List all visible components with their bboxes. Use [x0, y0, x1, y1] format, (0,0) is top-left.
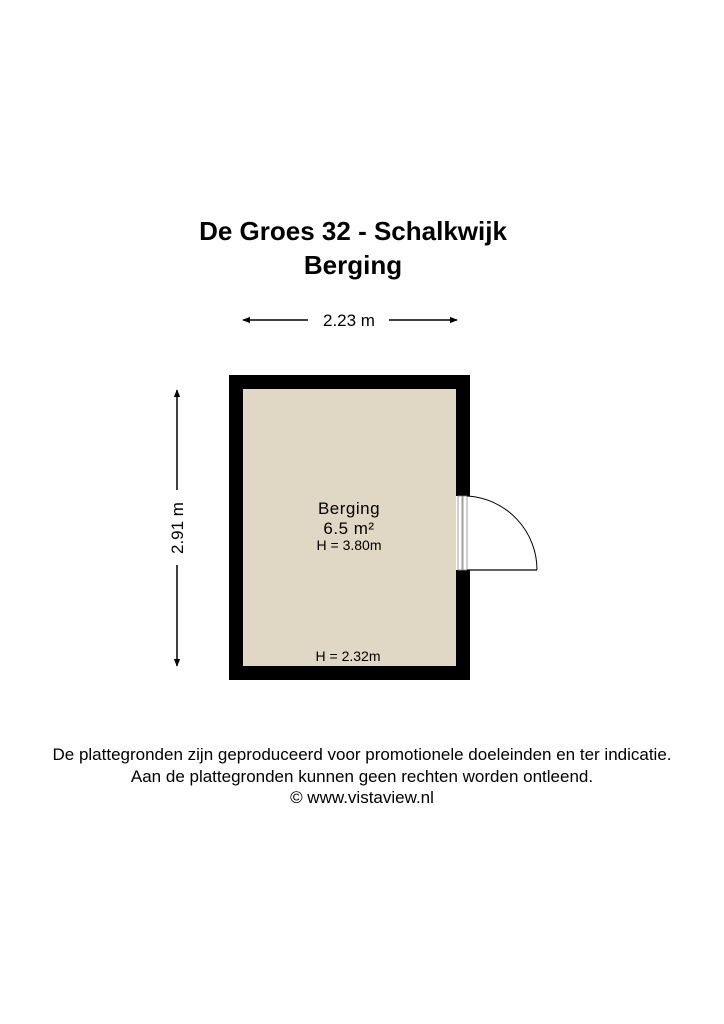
width-dimension-label: 2.23 m: [323, 311, 375, 330]
height-dimension: [168, 390, 187, 666]
room-ceiling-height: H = 3.80m: [316, 537, 382, 553]
door-swing-arc: [467, 496, 537, 570]
floorplan-title: De Groes 32 - Schalkwijk: [199, 216, 507, 246]
door: [467, 496, 537, 570]
height-dimension-label: 2.91 m: [168, 502, 187, 554]
door-frame-outer: [463, 496, 467, 570]
disclaimer-line-2: Aan de plattegronden kunnen geen rechten worden ontleend.: [130, 767, 594, 786]
door-frame-inner: [458, 496, 462, 570]
copyright-notice: © www.vistaview.nl: [290, 788, 434, 807]
floorplan-subtitle: Berging: [303, 250, 403, 280]
width-dimension: [243, 311, 457, 330]
door-jamb-top: [456, 490, 470, 496]
room-name: Berging: [317, 499, 381, 518]
door-jamb-bottom: [456, 570, 470, 576]
disclaimer-line-1: De plattegronden zijn geproduceerd voor promotionele doeleinden en ter indicatie.: [52, 745, 672, 764]
room-area: 6.5 m²: [323, 519, 375, 538]
room-low-ceiling-height: H = 2.32m: [315, 648, 381, 664]
